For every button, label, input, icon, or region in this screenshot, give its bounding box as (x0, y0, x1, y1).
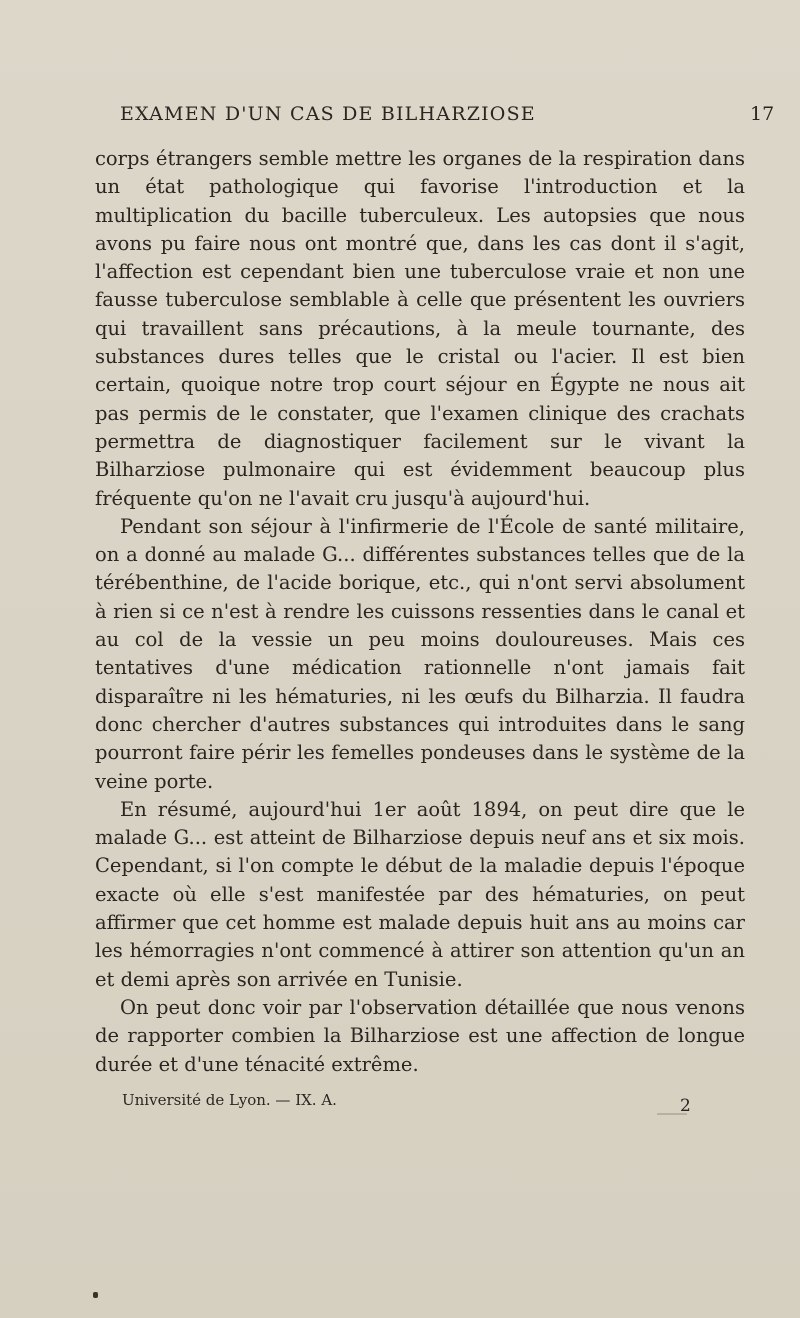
paragraph-2: Pendant son séjour à l'infirmerie de l'École de santé militaire, on a donné au malade G... différentes substances telles que de la térébenthine, de l'acide borique, etc., qui n'ont servi absolument à rien si ce n'est à rendre les cuissons ressenties dans le canal et au col de la vessie un peu moins douloureuses. Mais ces tentatives d'une médication rationnelle n'ont jamais fait disparaître ni les hématuries, ni les œufs du Bilharzia. Il faudra donc chercher d'autres substances qui introduites dans le sang pourront faire périr les femelles pondeuses dans le système de la veine porte. (95, 514, 745, 793)
page-number: 17 (750, 103, 775, 125)
paragraph-3: En résumé, aujourd'hui 1er août 1894, on peut dire que le malade G... est atteint de Bilharziose depuis neuf ans et six mois. Cependant, si l'on compte le début de la maladie depuis l'époque exacte où elle s'est manifestée par des hématuries, on peut affirmer que cet homme est malade depuis huit ans au moins car les hémorragies n'ont commencé à attirer son attention qu'un an et demi après son arrivée en Tunisie. (95, 797, 745, 991)
ink-speck (93, 1292, 98, 1298)
running-title: EXAMEN D'UN CAS DE BILHARZIOSE (120, 103, 536, 125)
body-text (95, 145, 745, 1079)
paragraph-4: On peut donc voir par l'observation détaillée que nous venons de rapporter combien la Bilharziose est une affection de longue durée et d'une ténacité extrême. (95, 995, 745, 1076)
paragraph-1: corps étrangers semble mettre les organes de la respiration dans un état pathologique qui favorise l'introduction et la multiplication du bacille tuberculeux. Les autopsies que nous avons pu faire nous ont montré que, dans les cas dont il s'agit, l'affection est cependant bien une tuberculose vraie et non une fausse tuberculose semblable à celle que présentent les ouvriers qui travaillent sans précautions, à la meule tournante, des substances dures telles que le cristal ou l'acier. Il est bien certain, quoique notre trop court séjour en Égypte ne nous ait pas permis de le constater, que l'examen clinique des crachats permettra de diagnostiquer facilement sur le vivant la Bilharziose pulmonaire qui est évidemment beaucoup plus fréquente qu'on ne l'avait cru jusqu'à aujourd'hui. (95, 147, 745, 510)
publication-note: Université de Lyon. — IX. A. (122, 1091, 337, 1109)
signature-mark: 2 (680, 1096, 691, 1116)
page-header (0, 103, 800, 133)
